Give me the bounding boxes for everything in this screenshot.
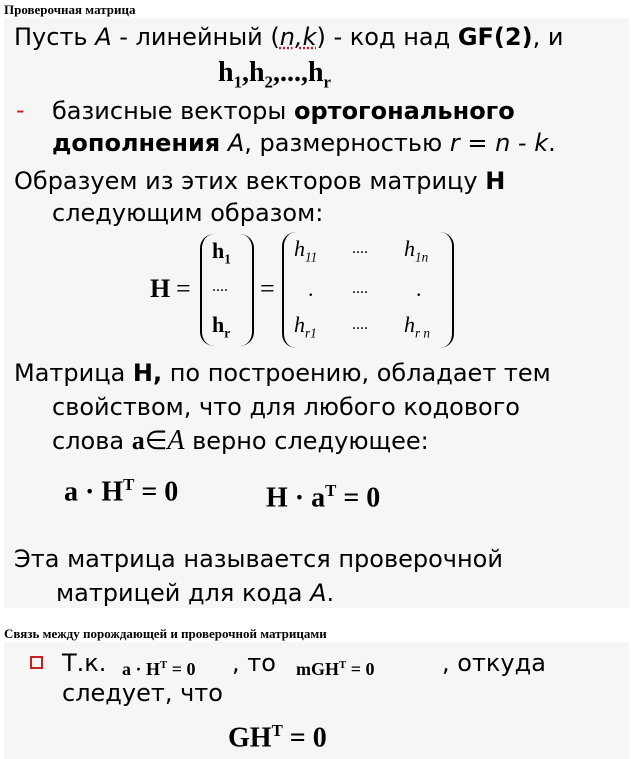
- cell-hr1: $h_{r1}$: [294, 312, 317, 341]
- h-vectors: $h_1,h_2,...,h_r$: [218, 57, 331, 92]
- cell-h11: $h_{11}$: [294, 236, 318, 265]
- cell-dots-1: ....: [352, 240, 368, 257]
- cell-h1n: $h_{1n}$: [404, 236, 429, 265]
- equation-HaT: $H \cdot a^T = 0$: [266, 481, 381, 514]
- equals-1: =: [176, 274, 191, 303]
- matrix-H-label: H: [150, 274, 171, 303]
- col-h1: $h_1$: [212, 238, 231, 267]
- formula-aHT: $a \cdot H^T = 0$: [122, 659, 196, 679]
- section-header-relation: Связь между порождающей и проверочной матрицами: [4, 626, 327, 641]
- cell-dots-2: ....: [352, 280, 368, 297]
- equals-2: =: [260, 274, 275, 303]
- concl-line-2: матрицей для кода A.: [56, 579, 335, 607]
- formula-mGHT: mGH$^T$ = 0: [296, 659, 375, 679]
- square-bullet-icon: [30, 656, 43, 669]
- col-dots: ....: [212, 278, 228, 295]
- right-paren-2: [440, 232, 454, 348]
- formula-GHT: $GH^T = 0$: [228, 721, 327, 754]
- relation-line-2: следует, что: [62, 679, 223, 707]
- relation-whence: , откуда: [442, 649, 546, 677]
- form-line-1: Образуем из этих векторов матрицу H: [14, 167, 506, 195]
- form-line-2: следующим образом:: [52, 199, 324, 227]
- equation-aHT: $a \cdot H^T = 0$: [64, 475, 179, 508]
- bullet-line-2: дополнения A, размерностью r = n - k.: [52, 129, 556, 157]
- cell-hrn: $h_{r n}$: [404, 312, 431, 341]
- right-paren-1: [240, 234, 254, 346]
- bullet-dash: -: [16, 96, 25, 124]
- prop-line-3: слова a∈A верно следующее:: [52, 425, 429, 456]
- col-hr: $h_r$: [212, 312, 231, 341]
- prop-line-1: Матрица H, по построению, обладает тем: [14, 359, 551, 387]
- bullet-line-1: базисные векторы ортогонального: [52, 97, 515, 125]
- concl-line-1: Эта матрица называется проверочной: [14, 545, 503, 573]
- relation-line-1: Т.к.: [62, 649, 107, 677]
- cell-dot-l: .: [308, 276, 314, 301]
- cell-dot-r: .: [416, 276, 422, 301]
- relation-to: , то: [232, 649, 276, 677]
- section-header-check-matrix: Проверочная матрица: [4, 2, 136, 17]
- cell-dots-3: ....: [352, 316, 368, 333]
- prop-line-2: свойством, что для любого кодового: [52, 393, 520, 421]
- intro-line: Пусть A - линейный (n,k) - код над GF(2), и: [14, 23, 564, 51]
